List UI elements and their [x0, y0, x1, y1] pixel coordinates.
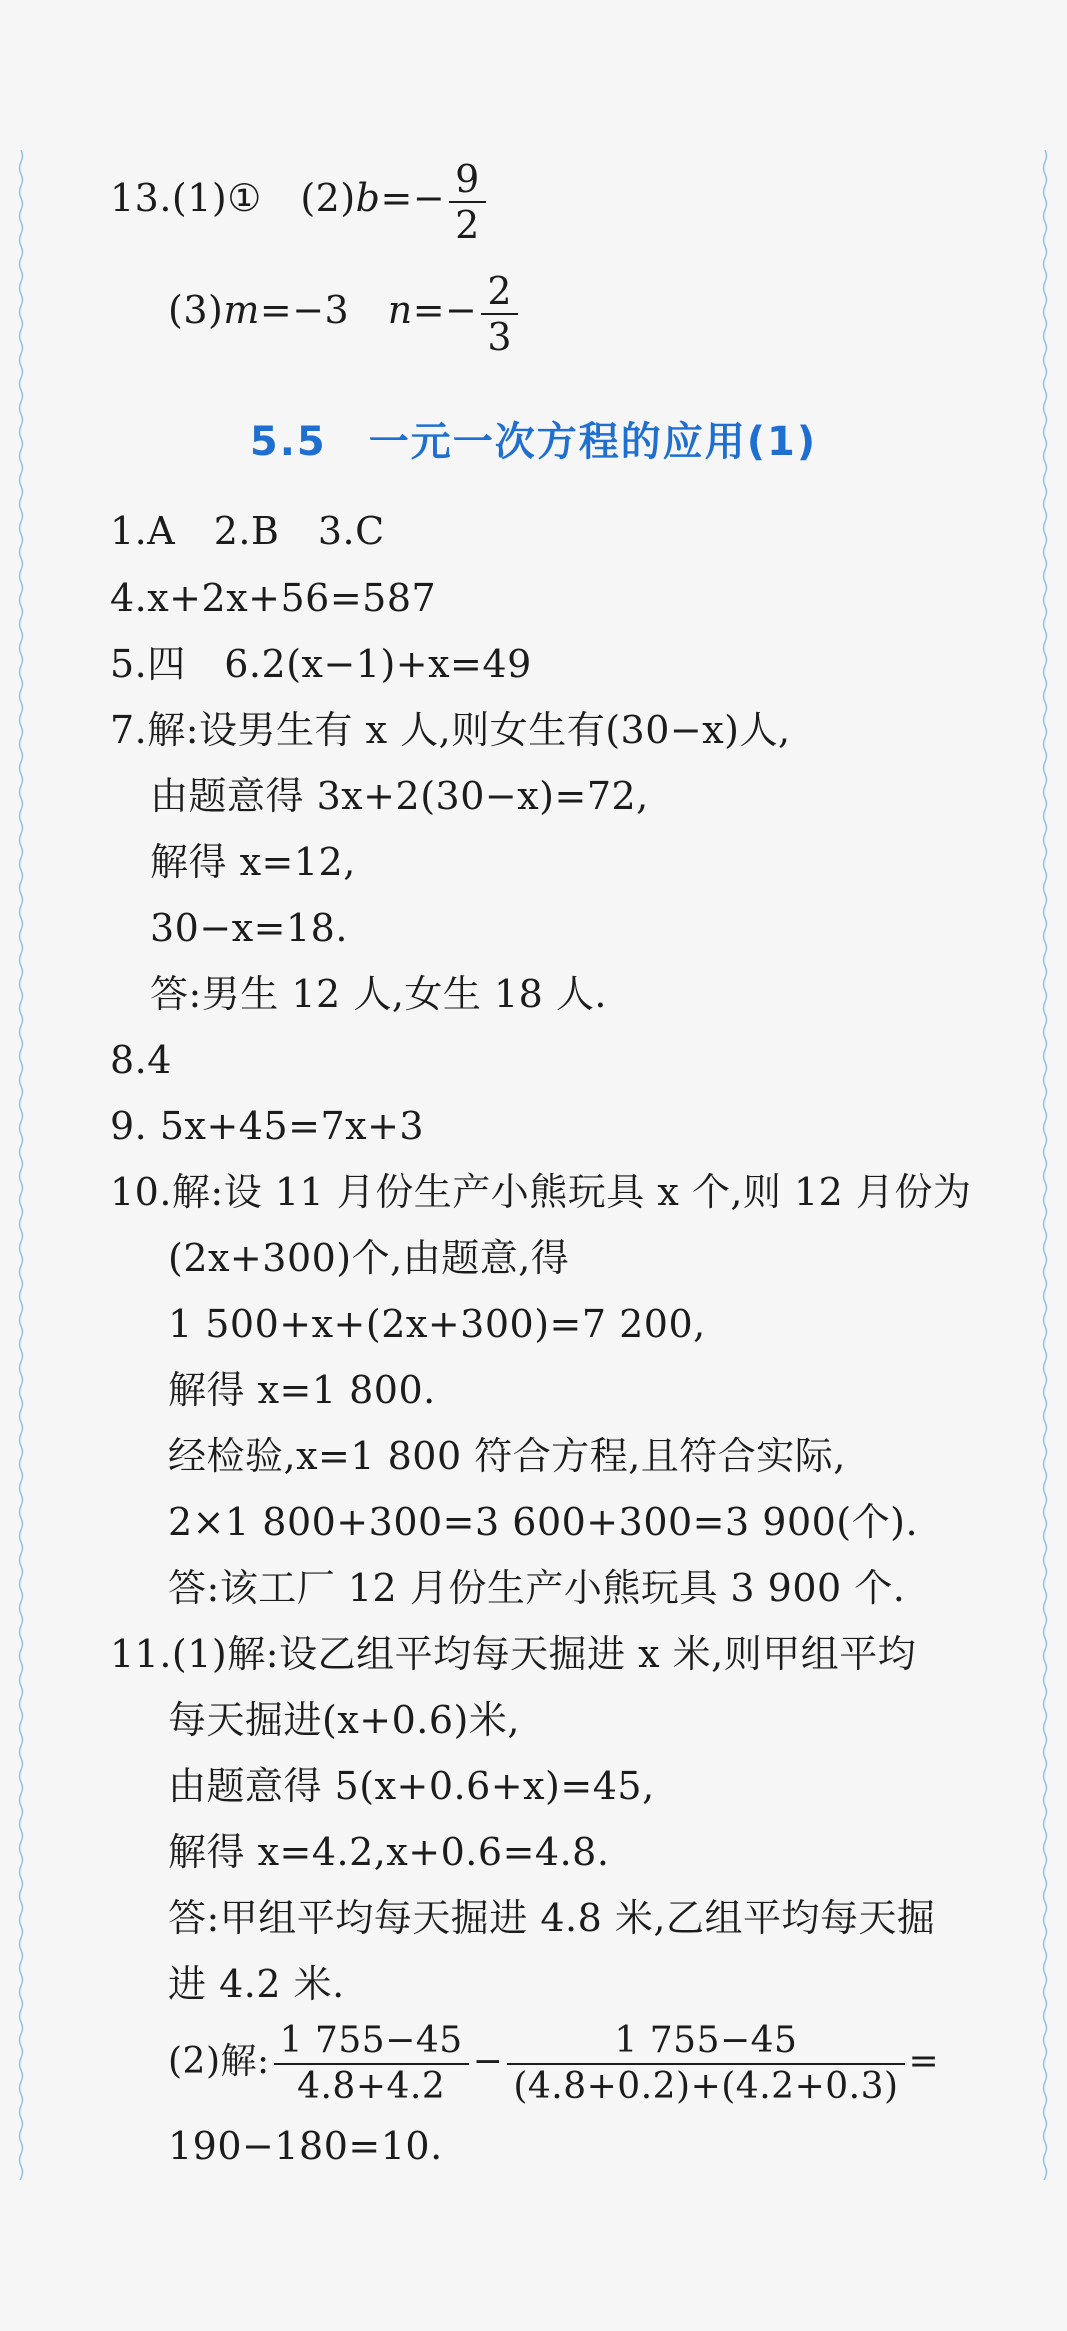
q13-var-b: b	[355, 176, 381, 220]
answer-line-10f: 2×1 800+300=3 600+300=3 900(个).	[168, 1500, 919, 1544]
answer-line-10b: (2x+300)个,由题意,得	[168, 1236, 570, 1280]
q13-var-m: m	[223, 288, 260, 332]
fraction-numerator: 1 755−45	[274, 2019, 469, 2065]
answer-line-7d: 30−x=18.	[150, 906, 348, 950]
answer-line-1: 1.A 2.B 3.C	[110, 509, 385, 553]
answer-line-7e: 答:男生 12 人,女生 18 人.	[150, 972, 607, 1016]
q13-fraction-n	[481, 269, 518, 359]
answer-line-4: 4.x+2x+56=587	[110, 576, 437, 620]
answer-line-9: 9. 5x+45=7x+3	[110, 1104, 425, 1148]
q13-prefix: 13.(1)① (2)	[110, 176, 356, 220]
answer-line-7b: 由题意得 3x+2(30−x)=72,	[150, 774, 649, 818]
q13-line1	[110, 150, 490, 247]
answer-line-10a: 10.解:设 11 月份生产小熊玩具 x 个,则 12 月份为	[110, 1170, 972, 1214]
section-heading: 5.5 一元一次方程的应用(1)	[249, 419, 818, 465]
q11-minus: −	[472, 2041, 504, 2082]
answer-line-10c: 1 500+x+(2x+300)=7 200,	[168, 1302, 706, 1346]
answer-line-11c: 由题意得 5(x+0.6+x)=45,	[168, 1764, 655, 1808]
q13-line2	[168, 262, 522, 359]
answer-line-11d: 解得 x=4.2,x+0.6=4.8.	[168, 1830, 610, 1874]
q13-eq-n: =−	[412, 288, 478, 332]
fraction-denominator: 2	[455, 202, 480, 247]
answer-line-11g	[168, 2014, 939, 2110]
fraction-numerator: 1 755−45	[507, 2019, 904, 2065]
answer-line-7c: 解得 x=12,	[150, 840, 356, 884]
q11-fraction-2	[507, 2019, 904, 2109]
fraction-denominator: 3	[487, 314, 513, 359]
answer-line-8: 8.4	[110, 1038, 172, 1082]
answer-line-10g: 答:该工厂 12 月份生产小熊玩具 3 900 个.	[168, 1566, 906, 1610]
answer-line-7a: 7.解:设男生有 x 人,则女生有(30−x)人,	[110, 708, 791, 752]
answer-line-10e: 经检验,x=1 800 符合方程,且符合实际,	[168, 1434, 846, 1478]
fraction-denominator: 4.8+4.2	[297, 2066, 446, 2107]
fraction-denominator: (4.8+0.2)+(4.2+0.3)	[513, 2066, 899, 2107]
answer-line-11f: 进 4.2 米.	[168, 1962, 345, 2006]
q13-var-n: n	[387, 288, 413, 332]
answer-line-11b: 每天掘进(x+0.6)米,	[168, 1698, 520, 1742]
q13-fraction-b	[449, 157, 486, 247]
answer-line-10d: 解得 x=1 800.	[168, 1368, 436, 1412]
answer-line-11h: 190−180=10.	[168, 2124, 443, 2168]
answer-line-5: 5.四 6.2(x−1)+x=49	[110, 642, 532, 686]
answer-line-11a: 11.(1)解:设乙组平均每天掘进 x 米,则甲组平均	[110, 1632, 917, 1676]
q11-fraction-1	[274, 2019, 469, 2109]
fraction-numerator: 2	[481, 269, 518, 315]
q11-part2-prefix: (2)解:	[168, 2041, 270, 2082]
q13-line2-prefix: (3)	[168, 288, 224, 332]
q11-equals: =	[908, 2041, 940, 2082]
q13-eq-m: =−3	[259, 288, 388, 332]
answer-line-11e: 答:甲组平均每天掘进 4.8 米,乙组平均每天掘	[168, 1896, 936, 1940]
q13-eq-b: =−	[380, 176, 446, 220]
fraction-numerator: 9	[449, 157, 486, 203]
